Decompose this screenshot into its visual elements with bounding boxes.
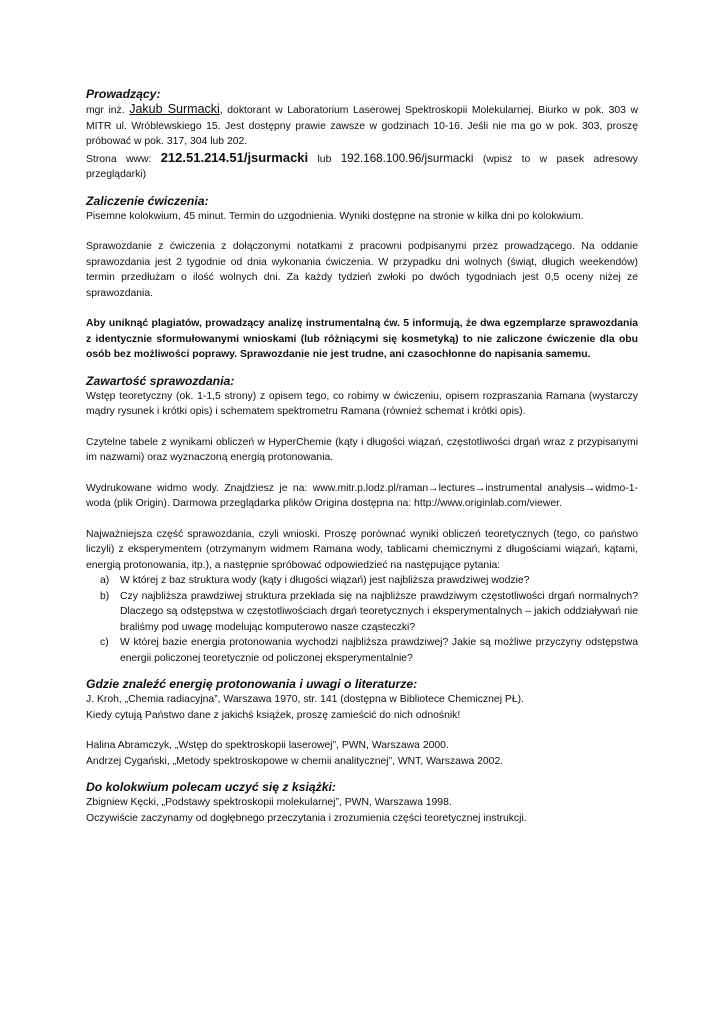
section-literatura	[86, 676, 638, 769]
zaliczenie-sprawozdanie: Sprawozdanie z ćwiczenia z dołączonymi notatkami z pracowni podpisanymi przez prowadzącego. Na oddanie sprawozdania jest 2 tygodnie od dnia wykonania ćwiczenia. W przypadku dni wolnych (świąt, długich weekendów) termin przedłużam o ilość wolnych dni. Za każdy tydzień zwłoki po dwóch tygodniach jest 0,5 oceny niżej ze sprawozdania.	[86, 241, 638, 299]
zawartosc-wstep: Wstęp teoretyczny (ok. 1-1,5 strony) z opisem tego, co robimy w ćwiczeniu, opisem rozpraszania Ramana (wystarczy mądry rysunek i krótki opis) i schematem spektrometru Ramana (również schemat i krótki opis).	[86, 390, 638, 417]
literatura-kroh: J. Kroh, „Chemia radiacyjna”, Warszawa 1970, str. 141 (dostępna w Bibliotece Chemicznej PŁ).	[86, 694, 524, 705]
heading-kolokwium: Do kolokwium polecam uczyć się z książki:	[86, 780, 336, 794]
heading-zawartosc: Zawartość sprawozdania:	[86, 373, 235, 388]
zaliczenie-plagiat-warning: Aby uniknąć plagiatów, prowadzący analizę instrumentalną ćw. 5 informują, że dwa egzemplarze sprawozdania z identycznie sformułowanymi wnioskami (lub różniącymi się kosmetyką) to nie zaliczone ćwiczenie dla obu osób bez możliwości poprawy. Sprawozdanie nie jest trudne, ani czasochłonne do napisania samemu.	[86, 318, 638, 360]
question-marker: b)	[100, 590, 110, 602]
kolokwium-kecki: Zbigniew Kęcki, „Podstawy spektroskopii molekularnej”, PWN, Warszawa 1998.	[86, 797, 452, 808]
question-text: W której z baz struktura wody (kąty i długości wiązań) jest najbliższa prawdziwej wodzie?	[120, 575, 530, 586]
heading-prowadzacy: Prowadzący:	[86, 87, 161, 101]
literatura-abramczyk: Halina Abramczyk, „Wstęp do spektroskopii laserowej”, PWN, Warszawa 2000.	[86, 740, 449, 751]
kolokwium-note: Oczywiście zaczynamy od dogłębnego przeczytania i zrozumienia części teoretycznej instrukcji.	[86, 812, 527, 824]
website-url-secondary: 192.168.100.96/jsurmacki	[340, 151, 474, 165]
section-zaliczenie	[86, 193, 638, 363]
question-item	[86, 573, 638, 589]
zawartosc-wnioski: Najważniejsza część sprawozdania, czyli wnioski. Proszę porównać wyniki obliczeń teoretycznych (tego, co państwo liczyli) z eksperymentem (otrzymanym widmem Ramana wody, tablicami chemicznymi z długościami wiązań, kątami, energią protonowania, itp.), a następnie spróbować odpowiedzieć na następujące pytania:	[86, 528, 638, 571]
question-item	[86, 589, 638, 636]
zawartosc-widmo: Wydrukowane widmo wody. Znajdziesz je na: www.mitr.p.lodz.pl/raman→lectures→instrumental analysis→widmo-1-woda (plik Origin). Darmowa przeglądarka plików Origina dostępna na: http://www.originlab.com/viewer.	[86, 482, 638, 509]
heading-zaliczenie: Zaliczenie ćwiczenia:	[86, 193, 209, 208]
question-marker: a)	[100, 575, 110, 586]
prowadzacy-details: , doktorant w Laboratorium Laserowej Spektroskopii Molekularnej. Biurko w pok. 303 w MITR ul. Wróblewskiego 15. Jest dostępny prawie zawsze w godzinach 10-16. Jeśli nie ma go w pok. 303, proszę próbować w pok. 317, 304 lub 202.	[86, 105, 638, 147]
question-marker: c)	[100, 637, 109, 648]
prowadzacy-info	[86, 102, 638, 150]
website-line	[86, 150, 638, 183]
literatura-citation-note: Kiedy cytują Państwo dane z jakichś książek, proszę zamieścić do nich odnośnik!	[86, 709, 461, 721]
question-item	[86, 635, 638, 666]
website-label: Strona www:	[86, 153, 161, 165]
section-prowadzacy	[86, 86, 638, 183]
zaliczenie-kolokwium: Pisemne kolokwium, 45 minut. Termin do uzgodnienia. Wyniki dostępne na stronie w kilka dni po kolokwium.	[86, 210, 584, 222]
question-text: W której bazie energia protonowania wychodzi najbliższa prawdziwej? Jakie są możliwe przyczyny odstępstwa energii policzonej teoretycznie od policzonej eksperymentalnie?	[120, 637, 638, 664]
zawartosc-tabele: Czytelne tabele z wynikami obliczeń w HyperChemie (kąty i długości wiązań, częstotliwości drgań wraz z przypisanymi im nazwami) oraz wyznaczoną energią protonowania.	[86, 436, 638, 463]
document-page	[86, 86, 638, 826]
heading-literatura: Gdzie znaleźć energię protonowania i uwagi o literaturze:	[86, 677, 418, 691]
question-text: Czy najbliższa prawdziwej struktura przekłada się na najbliższe prawdziwym częstotliwości drgań normalnych? Dlaczego są odstępstwa w częstotliwościach drgań teoretycznych i eksperymentalnych – jakich oddziaływań nie braliśmy pod uwagę modelując komputerowo nasze cząsteczki?	[120, 590, 638, 633]
section-kolokwium	[86, 779, 638, 826]
prowadzacy-prefix: mgr inż.	[86, 105, 130, 116]
website-note: (wpisz to w pasek adresowy przeglądarki)	[86, 153, 638, 180]
questions-list	[86, 573, 638, 666]
literatura-cyganski: Andrzej Cygański, „Metody spektroskopowe w chemii analitycznej”, WNT, Warszawa 2002.	[86, 755, 504, 767]
section-zawartosc	[86, 373, 638, 667]
prowadzacy-name: Jakub Surmacki	[129, 102, 220, 116]
website-or: lub	[308, 153, 341, 165]
website-url-primary: 212.51.214.51/jsurmacki	[160, 149, 309, 165]
